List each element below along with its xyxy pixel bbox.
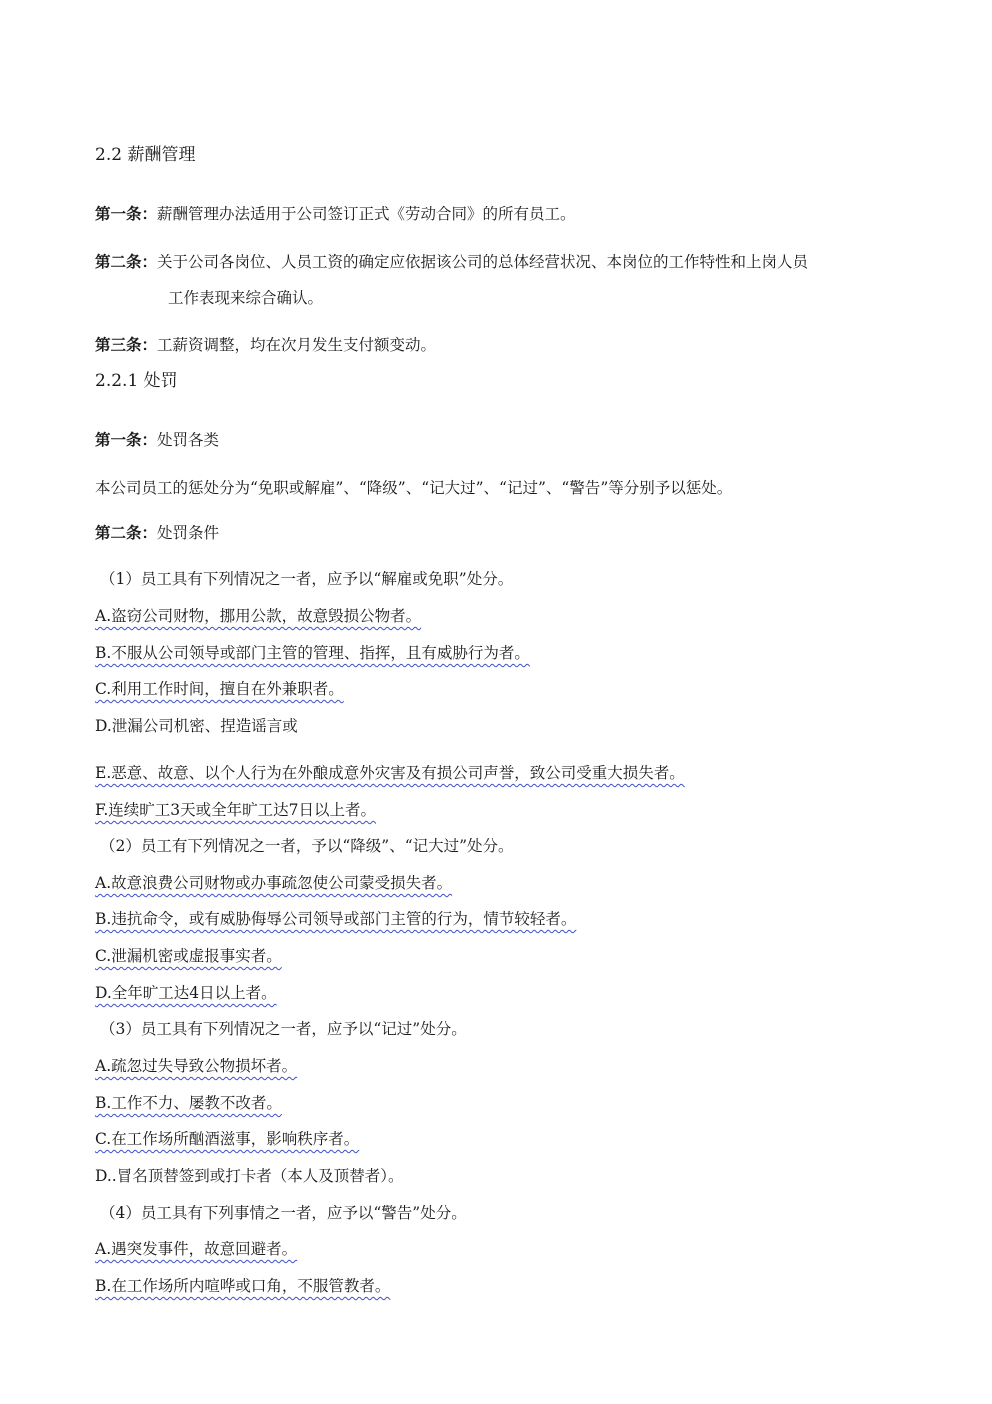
penalty-item: A.疏忽过失导致公物损坏者。 bbox=[95, 1057, 298, 1075]
penalty-item: C.利用工作时间，擅自在外兼职者。 bbox=[95, 680, 344, 698]
penalty-item: B.在工作场所内喧哗或口角，不服管教者。 bbox=[95, 1277, 391, 1295]
article-label: 第一条： bbox=[95, 430, 158, 449]
penalty-item: B.不服从公司领导或部门主管的管理、指挥，且有威胁行为者。 bbox=[95, 644, 530, 662]
penalty-item: A.盗窃公司财物，挪用公款，故意毁损公物者。 bbox=[95, 607, 422, 625]
article-label: 第三条： bbox=[95, 335, 158, 354]
penalty-group-2-header: （2）员工有下列情况之一者，予以“降级”、“记大过”处分。 bbox=[100, 837, 514, 855]
article-text: 薪酬管理办法适用于公司签订正式《劳动合同》的所有员工。 bbox=[157, 205, 576, 223]
salary-article-3 bbox=[95, 334, 436, 356]
penalty-item: B.工作不力、屡教不改者。 bbox=[95, 1094, 282, 1112]
penalty-item: F.连续旷工3天或全年旷工达7日以上者。 bbox=[95, 801, 376, 819]
penalty-group-3-header: （3）员工具有下列情况之一者，应予以“记过”处分。 bbox=[100, 1020, 467, 1038]
salary-article-2-continuation: 工作表现来综合确认。 bbox=[168, 289, 324, 307]
article-label: 第二条： bbox=[95, 252, 158, 271]
article-label: 第一条： bbox=[95, 204, 158, 223]
article-label: 第二条： bbox=[95, 523, 158, 542]
penalty-item: A.遇突发事件，故意回避者。 bbox=[95, 1240, 298, 1258]
penalty-group-1-header: （1）员工具有下列情况之一者，应予以“解雇或免职”处分。 bbox=[100, 570, 514, 588]
section-title: 2.2 薪酬管理 bbox=[95, 145, 196, 165]
penalty-article-1 bbox=[95, 429, 219, 451]
subsection-title: 2.2.1 处罚 bbox=[95, 371, 178, 391]
penalty-item: D.全年旷工达4日以上者。 bbox=[95, 984, 277, 1002]
penalty-item: C.泄漏机密或虚报事实者。 bbox=[95, 947, 282, 965]
penalty-article-2 bbox=[95, 522, 219, 544]
penalty-item: C.在工作场所酗酒滋事，影响秩序者。 bbox=[95, 1130, 360, 1148]
article-text: 处罚条件 bbox=[157, 524, 220, 542]
penalty-item: E.恶意、故意、以个人行为在外酿成意外灾害及有损公司声誉，致公司受重大损失者。 bbox=[95, 764, 685, 782]
penalty-item: D..冒名顶替签到或打卡者（本人及顶替者）。 bbox=[95, 1167, 404, 1185]
salary-article-1 bbox=[95, 203, 576, 225]
penalty-item: D.泄漏公司机密、捏造谣言或 bbox=[95, 717, 298, 735]
article-text: 处罚各类 bbox=[157, 431, 220, 449]
salary-article-2 bbox=[95, 251, 808, 273]
article-text: 关于公司各岗位、人员工资的确定应依据该公司的总体经营状况、本岗位的工作特性和上岗人员 bbox=[157, 253, 809, 271]
penalty-intro: 本公司员工的惩处分为“免职或解雇”、“降级”、“记大过”、“记过”、“警告”等分别予以惩处。 bbox=[95, 479, 733, 497]
article-text: 工薪资调整，均在次月发生支付额变动。 bbox=[157, 336, 437, 354]
penalty-item: A.故意浪费公司财物或办事疏忽使公司蒙受损失者。 bbox=[95, 874, 453, 892]
penalty-group-4-header: （4）员工具有下列事情之一者，应予以“警告”处分。 bbox=[100, 1204, 467, 1222]
penalty-item: B.违抗命令，或有威胁侮辱公司领导或部门主管的行为，情节较轻者。 bbox=[95, 910, 577, 928]
